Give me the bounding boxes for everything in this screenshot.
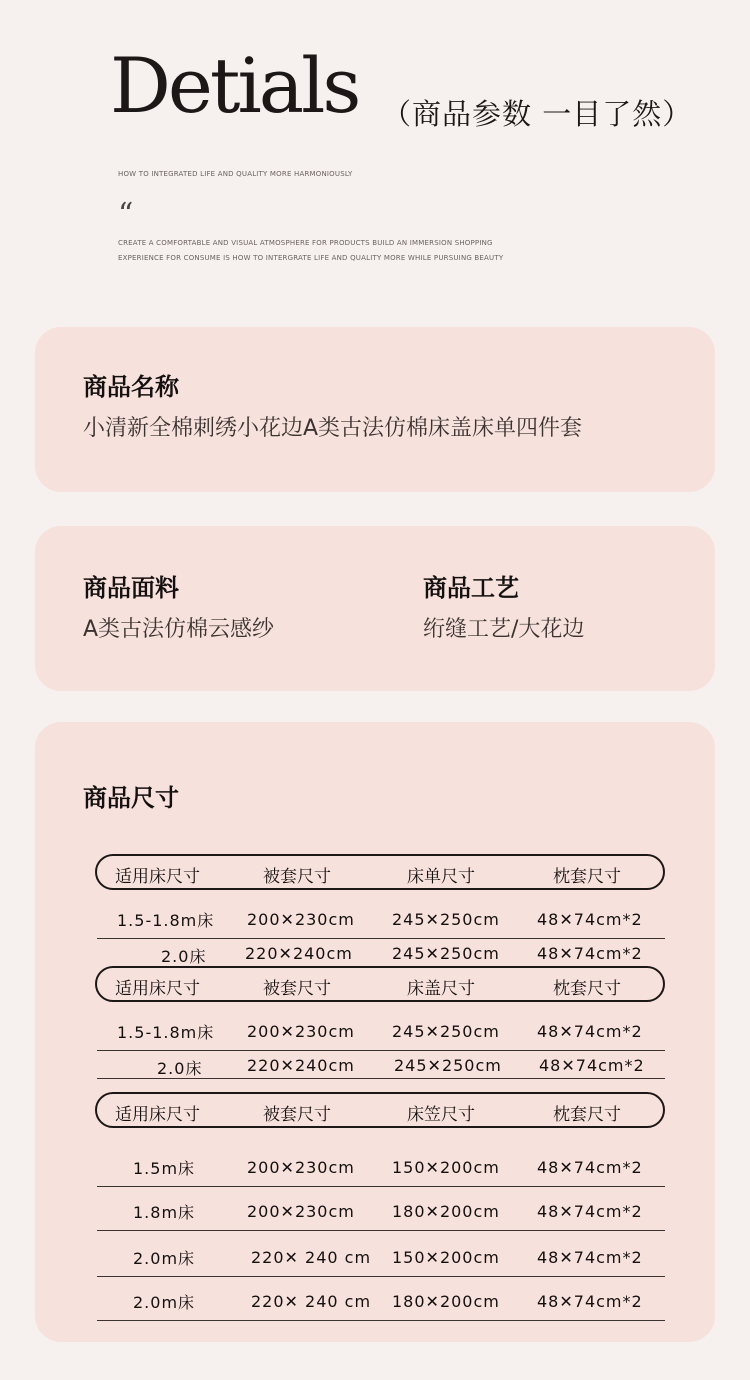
row-divider (97, 1186, 665, 1187)
row-divider (97, 1050, 665, 1051)
header-cell: 枕套尺寸 (553, 867, 621, 887)
table-cell: 2.0床 (161, 947, 207, 966)
material-card (35, 526, 715, 691)
table-cell: 48✕74cm*2 (537, 1022, 643, 1041)
table-cell: 200✕230cm (247, 1022, 355, 1041)
table-cell: 180✕200cm (392, 1202, 500, 1221)
table-cell: 1.5m床 (133, 1159, 196, 1178)
row-divider (97, 1320, 665, 1321)
product-name-card (35, 327, 715, 492)
header-cell: 适用床尺寸 (115, 867, 200, 887)
product-name-label: 商品名称 (83, 373, 179, 401)
table-cell: 48✕74cm*2 (537, 910, 643, 929)
description: CREATE A COMFORTABLE AND VISUAL ATMOSPHERE FOR PRODUCTS BUILD AN IMMERSION SHOPPING EXPERIENCE FOR CONSUME IS HOW TO INTERGRATE LIFE AND QUALITY MORE WHILE PURSUING BEAUTY (118, 239, 504, 262)
table-cell: 220✕ 240 cm (251, 1248, 372, 1267)
table-cell: 245✕250cm (392, 1022, 500, 1041)
table-cell: 245✕250cm (392, 944, 500, 963)
table-cell: 1.8m床 (133, 1203, 196, 1222)
table-header (95, 966, 665, 1002)
size-card (35, 722, 715, 1342)
header-cell: 床单尺寸 (407, 867, 475, 887)
row-divider (97, 1230, 665, 1231)
page-subtitle: （商品参数 一目了然） (382, 97, 693, 131)
header-cell: 适用床尺寸 (115, 1105, 200, 1125)
table-cell: 2.0m床 (133, 1293, 196, 1312)
size-label: 商品尺寸 (83, 784, 179, 812)
product-name-value: 小清新全棉刺绣小花边A类古法仿棉床盖床单四件套 (83, 416, 583, 441)
table-cell: 245✕250cm (394, 1056, 502, 1075)
table-cell: 220✕240cm (245, 944, 353, 963)
row-divider (97, 1078, 665, 1079)
table-header (95, 1092, 665, 1128)
table-cell: 200✕230cm (247, 1202, 355, 1221)
table-cell: 48✕74cm*2 (537, 1202, 643, 1221)
table-cell: 180✕200cm (392, 1292, 500, 1311)
craft-label: 商品工艺 (423, 574, 519, 602)
material-label: 商品面料 (83, 574, 179, 602)
table-cell: 1.5-1.8m床 (117, 911, 215, 930)
table-cell: 1.5-1.8m床 (117, 1023, 215, 1042)
header-cell: 枕套尺寸 (553, 979, 621, 999)
table-cell: 150✕200cm (392, 1158, 500, 1177)
header-cell: 床盖尺寸 (407, 979, 475, 999)
quote-open-icon: “ (118, 197, 134, 232)
table-cell: 220✕ 240 cm (251, 1292, 372, 1311)
header-cell: 床笠尺寸 (407, 1105, 475, 1125)
table-cell: 200✕230cm (247, 910, 355, 929)
table-cell: 2.0床 (157, 1059, 203, 1078)
material-value: A类古法仿棉云感纱 (83, 617, 275, 642)
table-cell: 150✕200cm (392, 1248, 500, 1267)
header-cell: 被套尺寸 (263, 867, 331, 887)
table-header (95, 854, 665, 890)
table-cell: 48✕74cm*2 (537, 1248, 643, 1267)
header-cell: 适用床尺寸 (115, 979, 200, 999)
table-cell: 48✕74cm*2 (539, 1056, 645, 1075)
table-cell: 220✕240cm (247, 1056, 355, 1075)
table-cell: 48✕74cm*2 (537, 1292, 643, 1311)
table-cell: 245✕250cm (392, 910, 500, 929)
header-cell: 被套尺寸 (263, 979, 331, 999)
table-cell: 2.0m床 (133, 1249, 196, 1268)
table-cell: 200✕230cm (247, 1158, 355, 1177)
table-cell: 48✕74cm*2 (537, 944, 643, 963)
row-divider (97, 1276, 665, 1277)
craft-value: 绗缝工艺/大花边 (423, 617, 585, 642)
table-cell: 48✕74cm*2 (537, 1158, 643, 1177)
header-cell: 枕套尺寸 (553, 1105, 621, 1125)
page-title: Detials (110, 41, 359, 130)
header-cell: 被套尺寸 (263, 1105, 331, 1125)
tagline: HOW TO INTEGRATED LIFE AND QUALITY MORE HARMONIOUSLY (118, 170, 353, 178)
row-divider (97, 938, 665, 939)
